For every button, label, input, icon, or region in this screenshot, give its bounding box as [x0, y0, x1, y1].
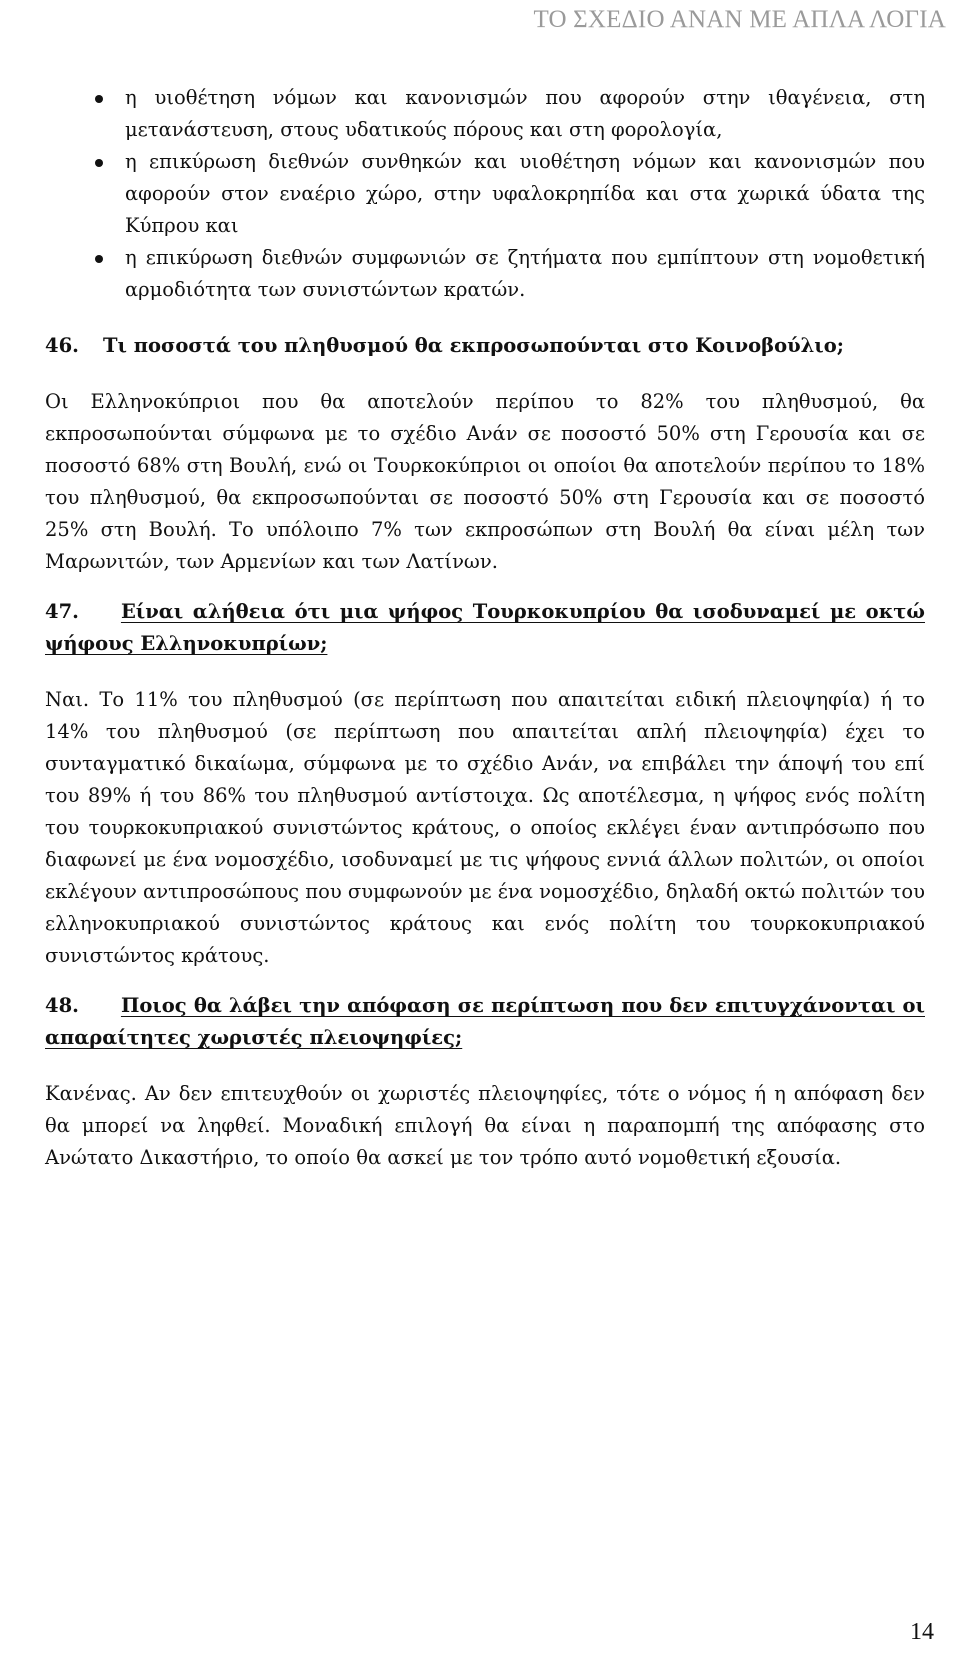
answer-paragraph-46: Οι Ελληνοκύπριοι που θα αποτελούν περίπου το 82% του πληθυσμού, θα εκπροσωπούνται σύμφωνα με το σχέδιο Ανάν σε ποσοστό 50% στη Γερουσία και σε ποσοστό 68% στη Βουλή, ενώ οι Τουρκοκύπριοι οι οποίοι θα αποτελούν περίπου το 18% του πληθυσμού, θα εκπροσωπούνται σε ποσοστό 50% στη Γερουσία και σε ποσοστό 25% στη Βουλή. Το υπόλοιπο 7% των εκπροσώπων στη Βουλή θα είναι μέλη των Μαρωνιτών, των Αρμενίων και των Λατίνων. — [45, 390, 925, 573]
question-text: Ποιος θα λάβει την απόφαση σε περίπτωση που δεν επιτυγχάνονται οι απαραίτητες χωριστές πλειοψηφίες; — [45, 994, 925, 1049]
answer-paragraph-48: Κανένας. Αν δεν επιτευχθούν οι χωριστές πλειοψηφίες, τότε ο νόμος ή η απόφαση δεν θα μπορεί να ληφθεί. Μοναδική επιλογή θα είναι η παραπομπή της απόφασης στο Ανώτατο Δικαστήριο, το οποίο θα ασκεί με τον τρόπο αυτό νομοθετική εξουσία. — [45, 1082, 925, 1169]
question-number: 46. — [45, 334, 79, 357]
question-heading-47 — [45, 596, 925, 660]
question-text: Τι ποσοστά του πληθυσμού θα εκπροσωπούνται στο Κοινοβούλιο; — [103, 334, 844, 357]
bullet-list — [45, 82, 925, 306]
page-content — [45, 82, 925, 1174]
question-text: Είναι αλήθεια ότι μια ψήφος Τουρκοκυπρίου θα ισοδυναμεί με οκτώ ψήφους Ελληνοκυπρίων; — [45, 600, 925, 655]
list-item: η επικύρωση διεθνών συνθηκών και υιοθέτηση νόμων και κανονισμών που αφορούν στον εναέριο χώρο, στην υφαλοκρηπίδα και στα χωρικά ύδατα της Κύπρου και — [45, 146, 925, 242]
question-number: 48. — [45, 994, 79, 1017]
question-number: 47. — [45, 600, 79, 623]
question-heading-48 — [45, 990, 925, 1054]
list-item: η επικύρωση διεθνών συμφωνιών σε ζητήματα που εμπίπτουν στη νομοθετική αρμοδιότητα των συνιστώντων κρατών. — [45, 242, 925, 306]
page-number: 14 — [910, 1619, 934, 1645]
running-header: ΤΟ ΣΧΕΔΙΟ ΑΝΑΝ ΜΕ ΑΠΛΑ ΛΟΓΙΑ — [533, 6, 946, 33]
question-heading-46 — [45, 330, 925, 362]
answer-paragraph-47: Ναι. Το 11% του πληθυσμού (σε περίπτωση που απαιτείται ειδική πλειοψηφία) ή το 14% του πληθυσμού (σε περίπτωση που απαιτείται απλή πλειοψηφία) έχει το συνταγματικό δικαίωμα, σύμφωνα με το σχέδιο Ανάν, να επιβάλει την άποψή του επί του 89% ή του 86% του πληθυσμού αντίστοιχα. Ως αποτέλεσμα, η ψήφος ενός πολίτη του τουρκοκυπριακού συνιστώντος κράτους, ο οποίος εκλέγει έναν αντιπρόσωπο που διαφωνεί με ένα νομοσχέδιο, ισοδυναμεί με τις ψήφους εννιά άλλων πολιτών, οι οποίοι εκλέγουν αντιπροσώπους που συμφωνούν με ένα νομοσχέδιο, δηλαδή οκτώ πολιτών του ελληνοκυπριακού συνιστώντος κράτους και ενός πολίτη του τουρκοκυπριακού συνιστώντος κράτους. — [45, 688, 925, 967]
list-item: η υιοθέτηση νόμων και κανονισμών που αφορούν στην ιθαγένεια, στη μετανάστευση, στους υδατικούς πόρους και στη φορολογία, — [45, 82, 925, 146]
